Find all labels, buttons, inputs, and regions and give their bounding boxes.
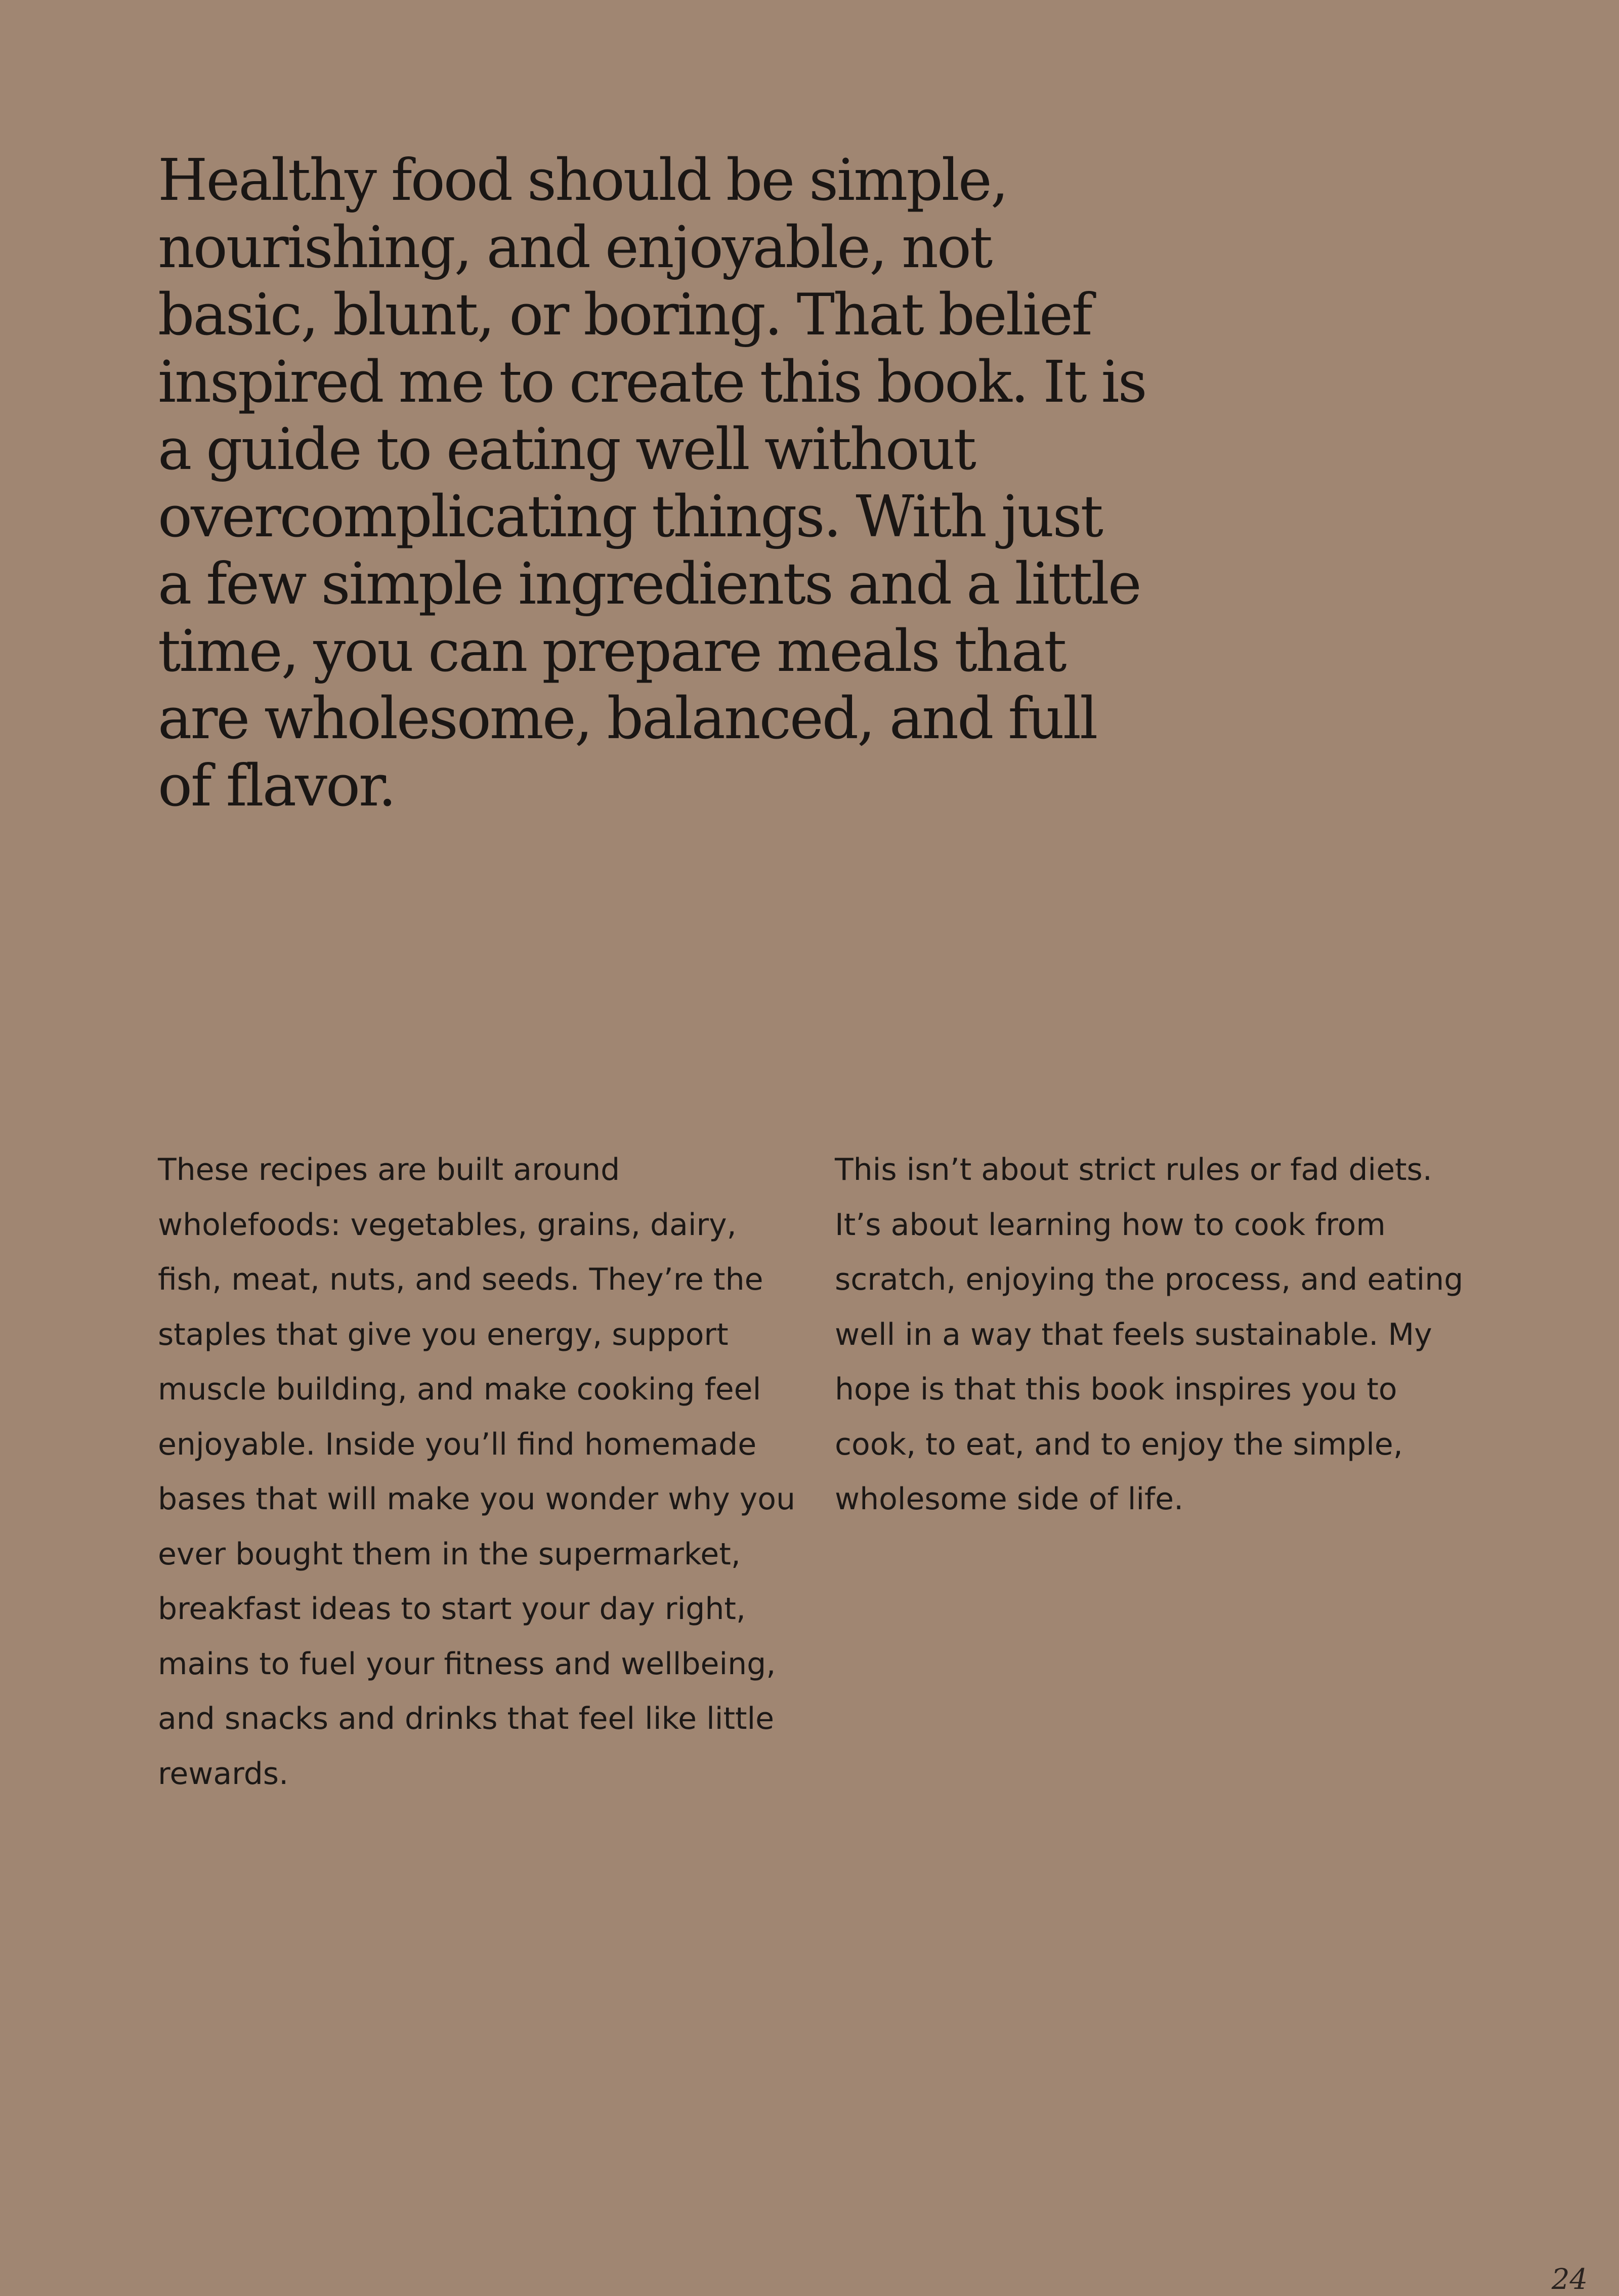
body-column-left: These recipes are built around wholefoods: vegetables, grains, dairy, fish, meat, nuts, and seeds. They’re the staples that give you energy, support muscle building, and make cooking feel enjoyable. Inside you’ll find homemade bases that will make you wonder why you ever bought them in the supermarket, breakfast ideas to start your day right, mains to fuel your fitness and wellbeing, and snacks and drinks that feel like little rewards. [158,1152,796,1792]
body-column-right: This isn’t about strict rules or fad diets. It’s about learning how to cook from scratch, enjoying the process, and eating well in a way that feels sustainable. My hope is that this book inspires you to cook, to eat, and to enjoy the simple, wholesome side of life. [835,1152,1464,1517]
page-number: 24 [1551,2263,1588,2296]
intro-paragraph: Healthy food should be simple, nourishing, and enjoyable, not basic, blunt, or boring. That belief inspired me to create this book. It is a guide to eating well without overcomplicating things. With just a few simple ingredients and a little time, you can prepare meals that are wholesome, balanced, and full of flavor. [158,147,1146,819]
